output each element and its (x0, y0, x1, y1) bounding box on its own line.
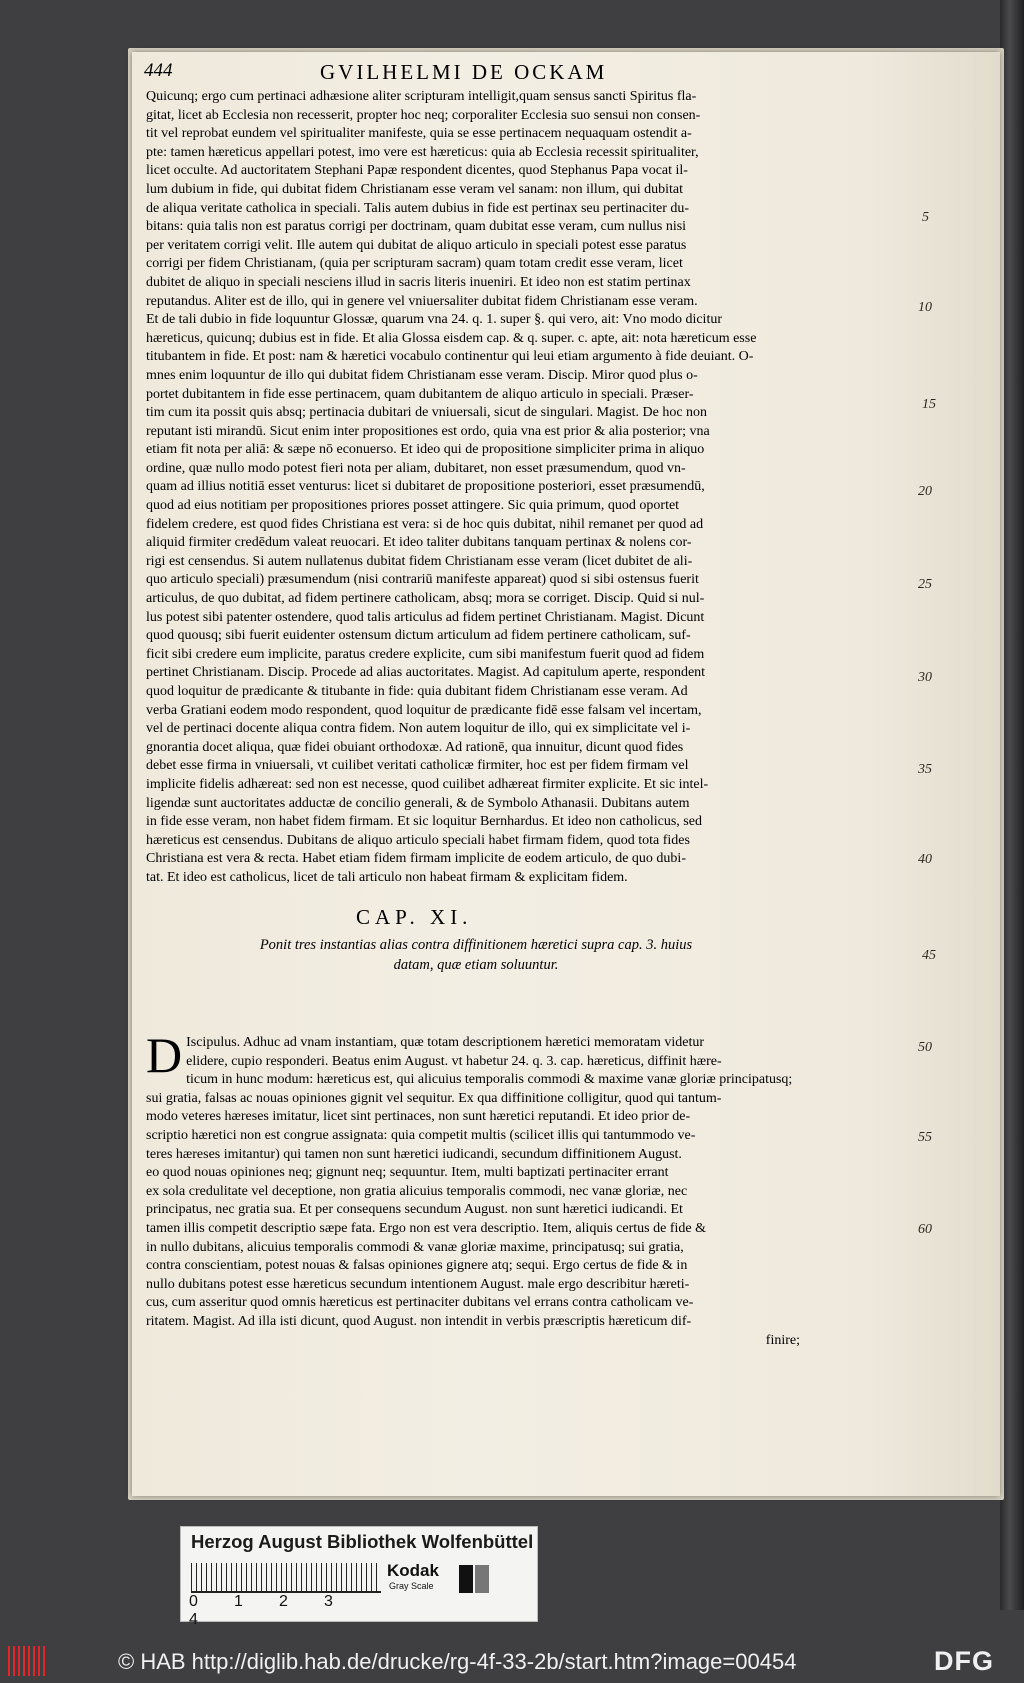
text-line: Quicunq; ergo cum pertinaci adhæsione aliter scripturam intelligit,quam sensus sancti Spiritus fla- (146, 89, 697, 104)
margin-line-number: 35 (918, 762, 932, 777)
text-line: rigi est censendus. Si autem nullatenus dubitat fidem Christianam esse veram (licet dubitet de ali- (146, 553, 693, 569)
text-line: ficit sibi credere eum implicite, paratus credere explicite, cum sibi manifestum fuerit quod ad fidem (146, 646, 705, 662)
hab-barcode-icon (8, 1646, 46, 1676)
library-name: Herzog August Bibliothek Wolfenbüttel (191, 1531, 534, 1552)
text-line: verba Gratiani eodem modo respondent, quod loquitur de prædicante fidē esse falsam vel incertam, (146, 702, 702, 718)
chapter-text-line: principatus, nec gratia sua. Et per consequens secundum August. non sunt hæretici iudicandi. Et (146, 1202, 683, 1218)
text-line: corrigi per fidem Christianam, (quia per scripturam sacram) quam totam credit esse veram, licet (146, 256, 683, 272)
text-line: portet dubitantem in fide esse pertinacem, quam dubitantem de aliquo articulo in speciali. Præser- (146, 386, 694, 402)
chapter-summary (206, 935, 746, 975)
text-line: quod quousq; sibi fuerit euidenter ostensum dictum articulum ad fidem pertinere catholicam, suf- (146, 628, 691, 644)
text-line: articulus, de quo dubitat, ad fidem pertinere catholicam, absq; mora se corriget. Discip. Quid si nul- (146, 591, 705, 607)
margin-line-number: 50 (918, 1040, 932, 1055)
gray-scale-label: Gray Scale (389, 1581, 434, 1591)
chapter-text-line: Iscipulus. Adhuc ad vnam instantiam, quæ totam descriptionem hæretici memoratam videtur (186, 1035, 704, 1050)
chapter-text-line: nullo dubitans potest esse hæreticus secundum intentionem August. male ergo describitur hæreti- (146, 1276, 690, 1292)
margin-line-number: 40 (918, 852, 932, 867)
text-line: gnorantia docet aliqua, quæ fidei obuiant orthodoxæ. Ad rationē, qua innuitur, dicunt quod fides (146, 739, 684, 755)
chapter-text-line: ritatem. Magist. Ad illa isti dicunt, quod August. non intendit in verbis præscriptis hæreticum dif- (146, 1313, 692, 1329)
text-line: quod loquitur de prædicante & titubante in fide: quia dubitant fidem Christianam esse veram. Ad (146, 684, 688, 699)
gray-swatch-mid (475, 1565, 489, 1593)
ruler-number: 4 (189, 1611, 198, 1628)
chapter-text-line: scriptio hæretici non est congrue assignata: quia competit multis (scilicet illis qui tantummodo ve- (146, 1127, 696, 1143)
chapter-text-line: ex sola credulitate vel deceptione, non gratia alicuius temporalis commodi, nec vanæ gloriæ, nec (146, 1183, 688, 1199)
text-line: tat. Et ideo est catholicus, licet de tali articulo non habeat firmam & explicitam fidem. (146, 869, 628, 885)
text-line: per veritatem corrigi velit. Ille autem qui dubitat de aliquo articulo in speciali potest esse paratus (146, 237, 687, 253)
ruler-number: 0 (189, 1593, 198, 1610)
ruler-number: 1 (234, 1593, 243, 1610)
margin-line-number: 60 (918, 1222, 932, 1237)
margin-line-number: 20 (918, 484, 932, 499)
body-text (146, 88, 792, 888)
text-line: quam ad illius notitiā esset venturus: licet si dubitaret de propositione posteriori, esset præsumendū, (146, 479, 705, 495)
chapter-text-line: eo quod nouas opiniones neq; gignunt neq; sequuntur. Item, multi baptizati pertinaciter errant (146, 1165, 669, 1181)
text-line: mnes enim loquuntur de illo qui dubitat fidem Christianam esse veram. Discip. Miror quod plus o- (146, 367, 698, 383)
margin-line-number: 30 (918, 670, 932, 685)
page-number: 444 (144, 60, 173, 81)
text-line: Christiana est vera & recta. Habet etiam fidem firmam implicite de eodem articulo, de quo dubi- (146, 851, 686, 867)
chapter-text-line: tamen illis competit descriptio sæpe fata. Ergo non est vera descriptio. Item, aliquis certus de fide & (146, 1220, 706, 1236)
text-line: lus potest sibi patenter ostendere, quod talis articulus ad fidem pertinet Christianam. Magist. Dicunt (146, 609, 705, 625)
chapter-text-line: modo veteres hæreses imitatur, licet sint pertinaces, non sunt hæretici reputandi. Et ideo prior de- (146, 1109, 691, 1125)
text-line: aliquid firmiter credēdum valeat reuocari. Et ideo taliter dubitans tanquam pertinax & nolens cor- (146, 535, 692, 551)
text-line: hæreticus est censendus. Dubitans de aliquo articulo speciali habet firmam fidem, quod tota fides (146, 832, 690, 848)
drop-capital: D (146, 1027, 183, 1083)
chapter-title: CAP. XI. (356, 905, 473, 929)
ruler-number: 3 (324, 1593, 333, 1610)
text-line: lum dubium in fide, qui dubitat fidem Christianam esse veram vel sanam: non illum, qui dubitat (146, 181, 683, 197)
margin-line-number: 5 (922, 210, 929, 225)
chapter-text-line: finire; (765, 1332, 800, 1348)
text-line: etiam fit nota per aliā: & sæpe nō econuerso. Et ideo qui de propositione simpliciter prima in aliquo (146, 442, 705, 458)
kodak-logo: Kodak (387, 1561, 439, 1580)
text-line: Et de tali dubio in fide loquuntur Glossæ, quarum vna 24. q. 1. super §. qui vero, ait: Vno modo dicitur (146, 312, 723, 328)
chapter-text-line: ticum in hunc modum: hæreticus est, qui alicuius temporalis commodi & maxime vanæ gloriæ principatusq; (186, 1072, 793, 1088)
chapter-text-line: sui gratia, falsas ac nouas opiniones gignit vel sequitur. Ex qua diffinitione colligitur, quod qui tantum- (146, 1090, 722, 1106)
text-line: tim cum ita possit quis absq; pertinacia dubitari de vniuersali, sicut de singulari. Magist. De hoc non (146, 405, 708, 421)
chapter-text-line: in nullo dubitans, alicuius temporalis commodi & vanæ gloriæ maxime, principatusq; sui gratia, (146, 1239, 684, 1255)
text-line: de aliqua veritate catholica in speciali. Talis autem dubius in fide est pertinax seu pertinaciter du- (146, 200, 690, 216)
chapter-text-line: contra conscientiam, potest nouas & falsas opiniones gignere atq; sequi. Ergo certus de fide & in (146, 1258, 688, 1274)
text-line: gitat, licet ab Ecclesia non recesserit, propter hoc neq; corporaliter Ecclesia suo sensui non consen- (146, 107, 701, 123)
text-line: pte: tamen hæreticus appellari potest, imo vere est hæreticus: quia ab Ecclesia recessit spiritualiter, (146, 144, 699, 160)
text-line: hæreticus, quicunq; dubius est in fide. Et alia Glossa eisdem cap. & q. super. c. apte, ait: nota hæreticum esse (146, 330, 757, 346)
ruler-numbers (189, 1593, 389, 1629)
text-line: vel de pertinaci docente aliqua contra fidem. Non autem loquitur de illo, qui ex simplicitate vel i- (146, 721, 691, 737)
dfg-logo: DFG (934, 1646, 994, 1676)
text-line: in fide esse veram, non habet fidem firmam. Et sic loquitur Bernhardus. Et ideo non catholicus, sed (146, 814, 702, 830)
margin-line-number: 55 (918, 1130, 932, 1145)
gray-swatch-dark (459, 1565, 473, 1593)
chapter-text-line: cus, cum asseritur quod omnis hæreticus est pertinaciter dubitans vel errans contra catholicam ve- (146, 1295, 694, 1311)
text-line: fidelem credere, est quod fides Christiana est vera: si de hoc quis dubitat, nihil remanet per quod ad (146, 516, 704, 532)
ruler-number: 2 (279, 1593, 288, 1610)
margin-line-number: 45 (922, 948, 936, 963)
margin-line-number: 10 (918, 300, 932, 315)
text-line: titubantem in fide. Et post: nam & hæretici vocabulo continentur qui leui etiam argumento à fide deuiant. O- (146, 349, 754, 365)
margin-line-number: 15 (922, 397, 936, 412)
margin-line-number: 25 (918, 577, 932, 592)
text-line: reputant isti mirandū. Sicut enim inter propositiones est ordo, quia vna est prior & alia posterior; vna (146, 423, 710, 439)
text-line: ordine, quæ nullo modo potest fieri nota per aliam, dubitaret, non esset præsumendum, quod vn- (146, 460, 686, 476)
chapter-text-line: elidere, cupio responderi. Beatus enim August. vt habetur 24. q. 3. cap. hæreticus, diffinit hære- (186, 1053, 722, 1069)
source-url[interactable]: © HAB http://diglib.hab.de/drucke/rg-4f-33-2b/start.htm?image=00454 (118, 1649, 797, 1674)
text-line: dubitet de aliquo in speciali nesciens illud in sacris literis inueniri. Et ideo non est statim pertinax (146, 274, 691, 290)
chapter-text (146, 1027, 800, 1350)
text-line: pertinet Christianam. Discip. Procede ad alias auctoritates. Magist. Ad capitulum aperte, respondent (146, 665, 706, 681)
chapter-summary-line-1: Ponit tres instantias alias contra diffinitionem hæretici supra cap. 3. huius (259, 937, 693, 953)
text-line: ligendæ sunt auctoritates adductæ de concilio generali, & de Symbolo Athanasii. Dubitans autem (146, 795, 690, 811)
ruler-scale (191, 1563, 381, 1593)
chapter-summary-line-2: datam, quæ etiam soluuntur. (393, 957, 559, 973)
text-line: licet occulte. Ad auctoritatem Stephani Papæ respondent dicentes, quod Stephanus Papa vocat il- (146, 163, 688, 179)
text-line: bitans: quia talis non est paratus corrigi per doctrinam, quam dubitat esse veram, cum nullus nisi (146, 219, 687, 235)
text-line: quo articulo speciali) præsumendum (nisi contrariū manifeste appareat) quod si sibi ostensus fuerit (146, 572, 699, 588)
text-line: reputandus. Aliter est de illo, qui in genere vel vniuersaliter dubitat fidem Christianam esse veram. (146, 293, 698, 309)
viewer-footer (0, 1640, 1024, 1683)
text-line: quod ad eius notitiam per propositiones priores posset attingere. Sic quia primum, quod oportet (146, 498, 680, 514)
page-header (144, 60, 744, 86)
chapter-text-line: teres hæreses imitantur) qui tamen non sunt hæretici iudicandi, secundum diffinitionem August. (146, 1146, 682, 1162)
library-label (180, 1526, 538, 1628)
running-head: GVILHELMI DE OCKAM (320, 60, 608, 84)
text-line: debet esse firma in vniuersali, vt cuilibet veritati catholicæ firmiter, hoc est per fidem firmam vel (146, 758, 689, 774)
text-line: tit vel reprobat eundem vel spiritualiter manifeste, quia se esse pertinacem nequaquam ostendit a- (146, 126, 692, 142)
text-line: implicite fidelis adhæreat: sed non est necesse, quod cuilibet adhæreat firmiter explicite. Et sic intel- (146, 776, 709, 792)
